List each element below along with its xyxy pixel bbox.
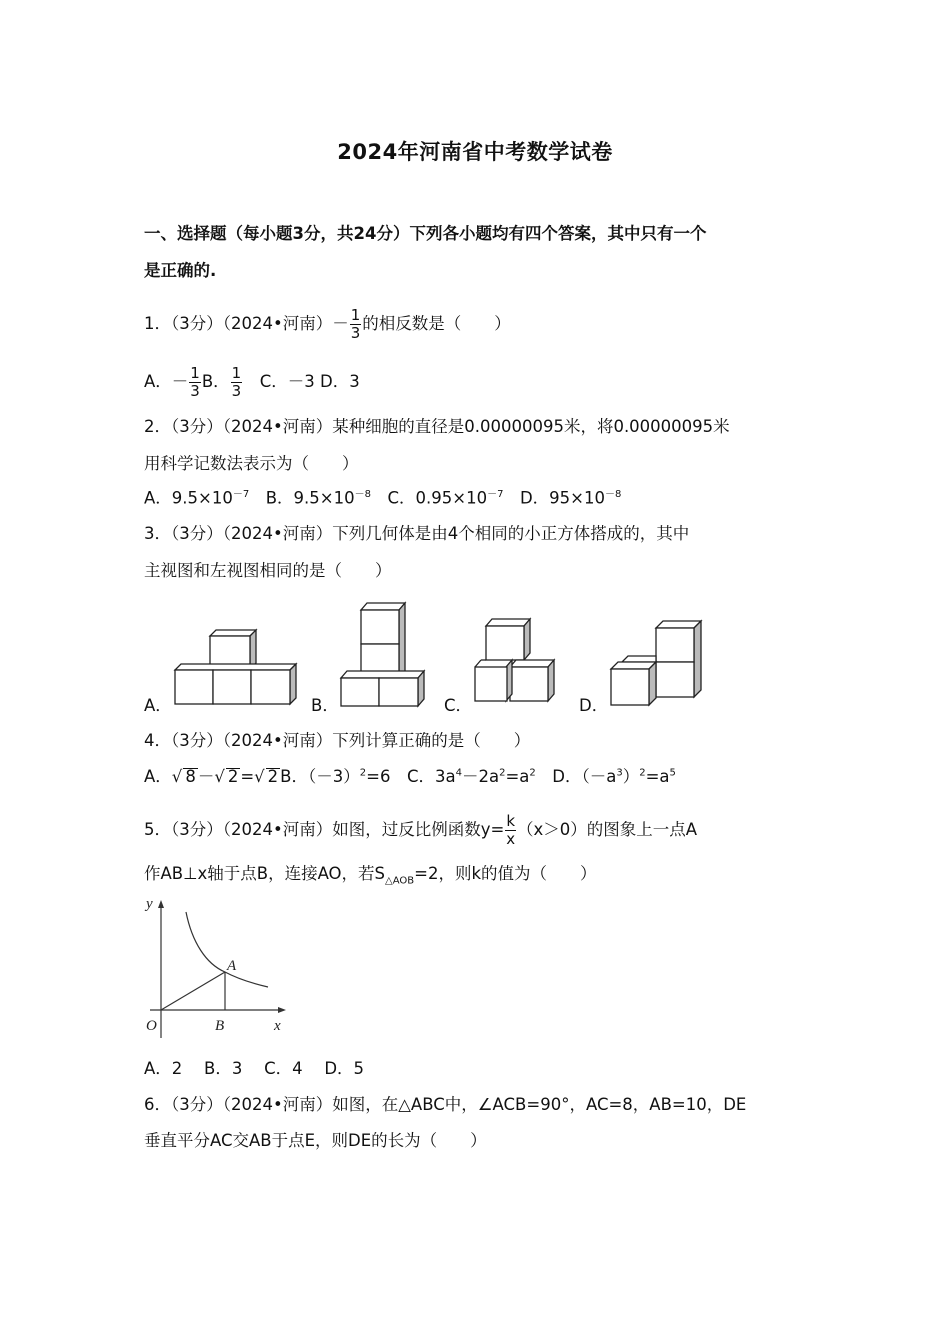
q5-line2-sub: △AOB (385, 875, 415, 887)
q2-optD-exp: －8 (605, 489, 622, 500)
question-5-line2 (144, 866, 597, 886)
q1-prefix: 1．（3分）（2024•河南）－ (144, 314, 349, 333)
q3-label-b: B． (311, 696, 339, 715)
question-2-line2: 用科学记数法表示为（ ） (144, 454, 359, 473)
q5-label-b: B (215, 1018, 225, 1034)
q1-optA-num: 1 (190, 364, 200, 382)
q1-frac-den: 3 (350, 324, 361, 342)
q2-optA-exp: －7 (232, 489, 250, 500)
question-2-options (144, 490, 621, 507)
q4-optD-exp3: 5 (669, 767, 676, 779)
q4-optC-exp3: 2 (529, 767, 536, 779)
q2-optB: B．9.5×10 (249, 488, 355, 508)
q4-optD-rest: ） (622, 767, 640, 786)
q5-pre: 5．（3分）（2024•河南）如图，过反比例函数y= (144, 820, 505, 839)
question-3-line2: 主视图和左视图相同的是（ ） (144, 561, 392, 580)
q5-line2-pre: 作AB⊥x轴于点B，连接AO，若S (144, 864, 386, 883)
q1-optB-num: 1 (231, 364, 242, 382)
q5-frac-num: k (506, 812, 515, 830)
q3-figure-d (608, 616, 713, 710)
q1-optCD: C．－3 D．3 (243, 372, 360, 391)
q3-figure-c (470, 612, 570, 710)
q4-rad2: 2 (227, 767, 239, 786)
q3-figure-a (170, 622, 300, 712)
q2-optC-exp: －7 (487, 489, 504, 500)
q1-optB-fraction (231, 366, 243, 399)
q4-eq: = (240, 767, 255, 786)
q4-optC-exp: 4 (455, 767, 462, 779)
question-1 (144, 308, 511, 341)
q4-optB-exp: 2 (359, 767, 367, 779)
section-heading-line2: 是正确的. (144, 261, 217, 280)
q4-optA-pre: A． (144, 767, 172, 786)
question-6-line1: 6．（3分）（2024•河南）如图，在△ABC中，∠ACB=90°，AC=8，AB=10，DE (144, 1095, 747, 1114)
q4-optB: B．（－3） (280, 767, 360, 786)
q1-optA-fraction (189, 366, 201, 399)
section-heading-line1: 一、选择题（每小题3分，共24分）下列各小题均有四个答案，其中只有一个 (144, 224, 707, 243)
q3-figure-b (336, 598, 436, 710)
q1-optB-pre: B． (201, 372, 230, 391)
q1-optA-pre: A．－ (144, 372, 189, 391)
q5-line2-post: =2，则k的值为（ ） (414, 864, 597, 883)
q4-optC-rest: －2a (461, 767, 500, 786)
q3-label-d: D． (579, 696, 609, 715)
question-4-options: A．√ 8 －√ 2 =√ 2 B．$(-3)^2=6$ C．$3a^4-2a^2=a^2$ D．$(-a^3)^2=a^5$ (144, 767, 676, 786)
q5-post: （x＞0）的图象上一点A (517, 820, 698, 839)
question-4-line1: 4．（3分）（2024•河南）下列计算正确的是（ ） (144, 731, 531, 750)
page-title: 2024年河南省中考数学试卷 (337, 140, 613, 164)
q2-optA: A．9.5×10 (144, 488, 233, 508)
q3-label-a: A． (144, 696, 172, 715)
question-6-line2: 垂直平分AC交AB于点E，则DE的长为（ ） (144, 1131, 487, 1150)
q2-optD: D．95×10 (503, 488, 605, 508)
q1-frac-num: 1 (350, 306, 361, 324)
q4-optD-exp2: 2 (639, 767, 646, 779)
q4-optD: D．（－a (535, 767, 617, 786)
q2-optB-exp: －8 (354, 489, 371, 500)
q3-label-c: C． (444, 696, 473, 715)
q4-optD-rest2: =a (645, 767, 670, 786)
q5-graph (140, 892, 300, 1052)
q5-label-a: A (227, 958, 237, 974)
q5-label-x: x (274, 1018, 281, 1034)
q4-rad1: 8 (185, 767, 196, 786)
q5-label-o: O (146, 1018, 157, 1034)
question-2-line1: 2．（3分）（2024•河南）某种细胞的直径是0.00000095米，将0.00000095米 (144, 417, 730, 436)
question-1-options (144, 366, 360, 399)
q1-fraction (350, 308, 362, 341)
question-5-line1 (144, 814, 697, 847)
q4-optC-exp2: 2 (499, 767, 506, 779)
q2-optC: C．0.95×10 (371, 488, 488, 508)
q5-y-arrow (158, 900, 164, 908)
q5-segment-ao (161, 972, 225, 1010)
q4-optD-exp: 3 (616, 767, 623, 779)
q4-rad3: 2 (267, 767, 279, 786)
q4-minus: － (197, 767, 215, 786)
q1-suffix: 的相反数是（ ） (362, 314, 511, 333)
question-5-options: A．2 B．3 C．4 D．5 (144, 1059, 365, 1078)
q5-x-arrow (278, 1007, 286, 1013)
q5-frac-den: x (506, 830, 516, 848)
q5-curve (186, 912, 268, 987)
q1-optA-den: 3 (190, 382, 200, 400)
q5-label-y: y (146, 896, 153, 912)
q4-optC-rest2: =a (505, 767, 530, 786)
q4-optB-rest: =6 C．3a (366, 767, 456, 786)
q5-fraction (505, 814, 516, 847)
question-3-line1: 3．（3分）（2024•河南）下列几何体是由4个相同的小正方体搭成的，其中 (144, 524, 690, 543)
q1-optB-den: 3 (231, 382, 242, 400)
